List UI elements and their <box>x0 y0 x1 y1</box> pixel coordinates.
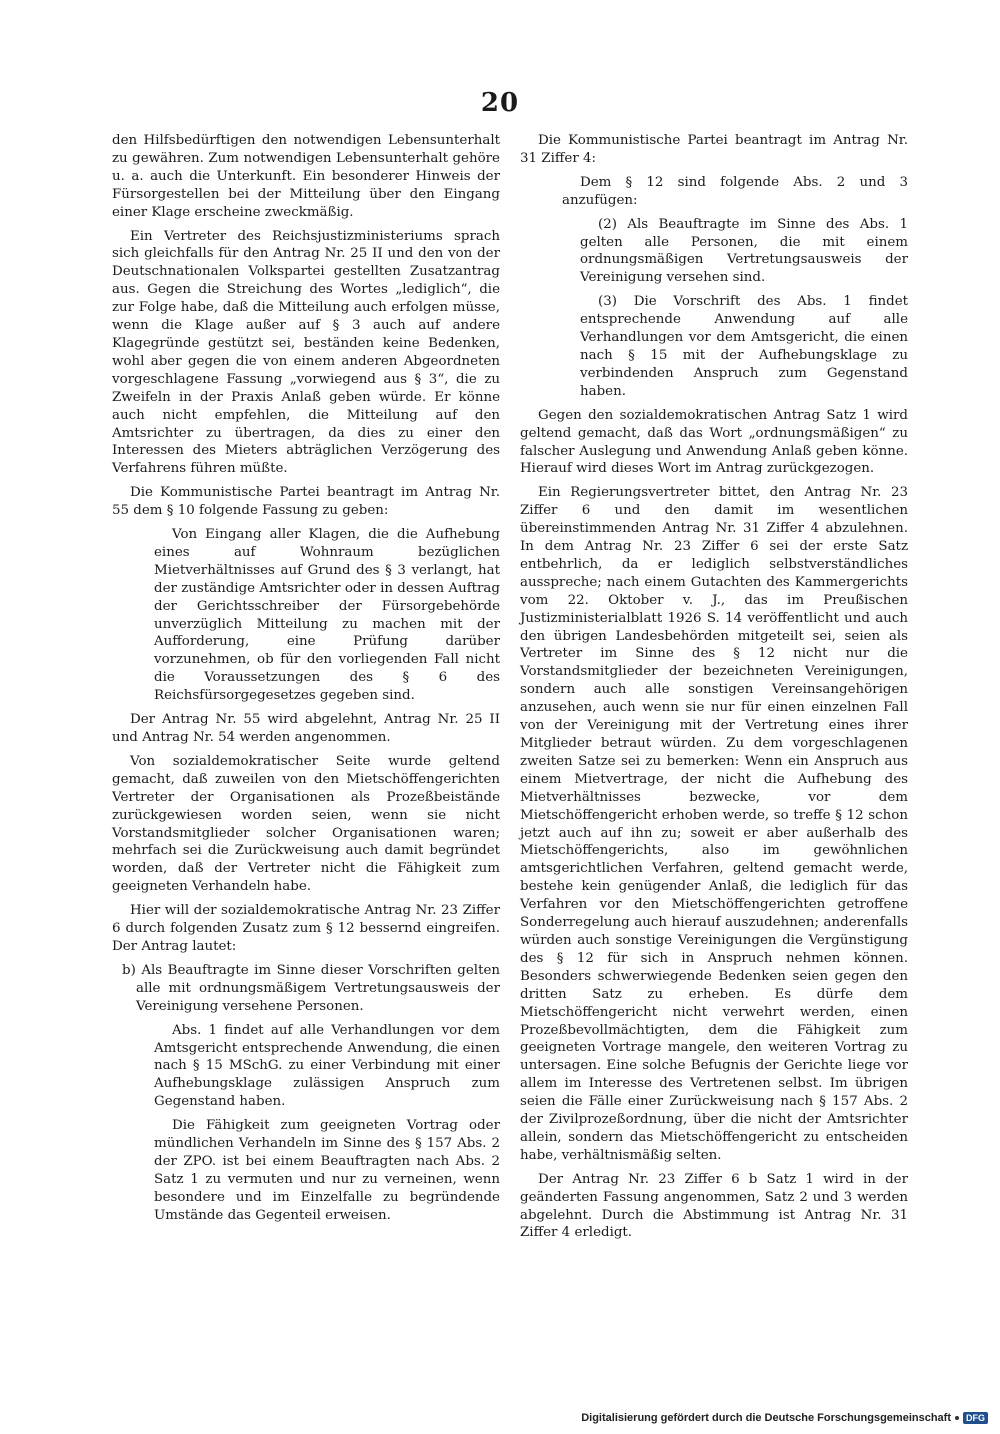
paragraph: Ein Regierungsvertreter bittet, den Antrag Nr. 23 Ziffer 6 und den damit im wesentlichen übereinstimmenden Antrag Nr. 31 Ziffer 4 abzulehnen. In dem Antrag Nr. 23 Ziffer 6 sei der erste Satz entbehrlich, da er lediglich selbstverständliches ausspreche; nach einem Gutachten des Kammergerichts vom 22. Oktober v. J., das im Preußischen Justizministerialblatt 1926 S. 14 veröffentlicht und auch den übrigen Landesbehörden mitgeteilt sei, seien als Vertreter im Sinne des § 12 nicht nur die Vorstandsmitglieder der bezeichneten Vereinigungen, sondern auch alle sonstigen Vereinsangehörigen anzusehen, auch wenn sie nur für einen einzelnen Fall von der Vereinigung mit der Vertretung eines ihrer Mitglieder betraut würden. Zu dem vorgeschlagenen zweiten Satze sei zu bemerken: Wenn ein Anspruch aus einem Mietvertrage, der nicht die Aufhebung des Mietverhältnisses bezwecke, vor dem Mietschöffengericht erhoben werde, so treffe § 12 schon jetzt auch auf ihn zu; soweit er aber außerhalb des Mietschöffengerichts, also im gewöhnlichen amtsgerichtlichen Verfahren, geltend gemacht werde, bestehe kein genügender Anlaß, die lediglich für das Verfahren vor den Mietschöffengerichten getroffene Sonderregelung auch hierauf auszudehnen; anderenfalls würden auch sonstige Vereinigungen die Vergünstigung des § 12 für sich in Anspruch nehmen können. Besonders schwerwiegende Bedenken seien gegen den dritten Satz zu erheben. Es dürfe dem Mietschöffengericht nicht verwehrt werden, einen Prozeßbevollmächtigten, dem die Fähigkeit zum geeigneten Vortrage mangele, den weiteren Vortrag zu untersagen. Eine solche Befugnis der Gerichte liege vor allem im Interesse des Vertretenen selbst. Im übrigen seien die Fälle einer Zurückweisung nach § 157 Abs. 2 der Zivilprozeßordnung, über die nicht der Amtsrichter allein, sondern das Mietschöffengericht zu entscheiden habe, verhältnismäßig selten. <box>520 485 908 1163</box>
paragraph: Der Antrag Nr. 23 Ziffer 6 b Satz 1 wird in der geänderten Fassung angenommen, Satz 2 und 3 werden abgelehnt. Durch die Abstimmung ist Antrag Nr. 31 Ziffer 4 erledigt. <box>520 1171 908 1241</box>
paragraph: b) Als Beauftragte im Sinne dieser Vorschriften gelten alle mit ordnungsmäßigem Vertretungsausweis der Vereinigung versehene Personen. <box>122 962 500 1014</box>
left-column <box>112 132 500 1231</box>
paragraph: Dem § 12 sind folgende Abs. 2 und 3 anzufügen: <box>562 174 908 208</box>
footer <box>581 1412 988 1424</box>
paragraph: Der Antrag Nr. 55 wird abgelehnt, Antrag Nr. 25 II und Antrag Nr. 54 werden angenommen. <box>112 712 500 745</box>
dfg-logo: DFG <box>963 1412 988 1424</box>
paragraph: Die Kommunistische Partei beantragt im Antrag Nr. 31 Ziffer 4: <box>520 133 908 166</box>
paragraph: Die Fähigkeit zum geeigneten Vortrag oder mündlichen Verhandeln im Sinne des § 157 Abs. 2 der ZPO. ist bei einem Beauftragten nach Abs. 2 Satz 1 zu vermuten und nur zu verneinen, wenn besondere und im Einzelfalle zu begründende Umstände das Gegenteil erweisen. <box>154 1118 500 1223</box>
page-number: 20 <box>480 88 520 118</box>
paragraph: Ein Vertreter des Reichsjustizministeriums sprach sich gleichfalls für den Antrag Nr. 25 II und den von der Deutschnationalen Volkspartei gestellten Zusatzantrag aus. Gegen die Streichung des Wortes „lediglich“, die zur Folge habe, daß die Mitteilung auch erfolgen müsse, wenn die Klage außer auf § 3 auch auf andere Klagegründe gestützt sei, beständen keine Bedenken, wohl aber gegen die von einem anderen Abgeordneten vorgeschlagene Fassung „vorwiegend aus § 3“, die zu Zweifeln in der Praxis Anlaß geben würde. Er könne auch nicht empfehlen, die Mitteilung auf den Amtsrichter zu übertragen, da dies zu einer den Interessen des Mieters abträglichen Verzögerung des Verfahrens führen müßte. <box>112 228 500 477</box>
right-column <box>520 132 908 1248</box>
paragraph: Gegen den sozialdemokratischen Antrag Satz 1 wird geltend gemacht, daß das Wort „ordnungsmäßigen“ zu falscher Auslegung und Anwendung Anlaß geben könne. Hierauf wird dieses Wort im Antrag zurückgezogen. <box>520 407 908 477</box>
paragraph: (2) Als Beauftragte im Sinne des Abs. 1 gelten alle Personen, die mit einem ordnungsmäßigen Vertretungsausweis der Vereinigung versehen sind. <box>580 216 908 286</box>
paragraph: Von sozialdemokratischer Seite wurde geltend gemacht, daß zuweilen von den Mietschöffengerichten Vertreter der Organisationen als Prozeßbeistände zurückgewiesen worden seien, wenn sie nicht Vorstandsmitglieder solcher Organisationen waren; mehrfach sei die Zurückweisung auch damit begründet worden, daß der Vertreter nicht die Fähigkeit zum geeigneten Verhandeln habe. <box>112 753 500 895</box>
paragraph: (3) Die Vorschrift des Abs. 1 findet entsprechende Anwendung auf alle Verhandlungen vor dem Amtsgericht, die einen nach § 15 mit der Aufhebungsklage zu verbindenden Anspruch zum Gegenstand haben. <box>580 294 908 399</box>
paragraph: Die Kommunistische Partei beantragt im Antrag Nr. 55 dem § 10 folgende Fassung zu geben: <box>112 485 500 519</box>
paragraph: Abs. 1 findet auf alle Verhandlungen vor dem Amtsgericht entsprechende Anwendung, die einen nach § 15 MSchG. zu einer Verbindung mit einer Aufhebungsklage zulässigen Anspruch zum Gegenstand haben. <box>154 1022 500 1110</box>
paragraph: Hier will der sozialdemokratische Antrag Nr. 23 Ziffer 6 durch folgenden Zusatz zum § 12 bessernd eingreifen. Der Antrag lautet: <box>112 903 500 954</box>
paragraph: Von Eingang aller Klagen, die die Aufhebung eines auf Wohnraum bezüglichen Mietverhältnisses auf Grund des § 3 verlangt, hat der zuständige Amtsrichter oder in dessen Auftrag der Gerichtsschreiber der Fürsorgebehörde unverzüglich Mitteilung zu machen mit der Aufforderung, eine Prüfung darüber vorzunehmen, ob für den vorliegenden Fall nicht die Voraussetzungen des § 6 des Reichsfürsorgegesetzes gegeben sind. <box>154 527 500 704</box>
separator-dot-icon <box>955 1416 959 1420</box>
footer-text: Digitalisierung gefördert durch die Deutsche Forschungsgemeinschaft <box>581 1412 951 1424</box>
paragraph: den Hilfsbedürftigen den notwendigen Lebensunterhalt zu gewähren. Zum notwendigen Lebensunterhalt gehöre u. a. auch die Unterkunft. Ein besonderer Hinweis der Fürsorgestellen bei der Mitteilung über den Eingang einer Klage erscheine zweckmäßig. <box>112 133 500 220</box>
